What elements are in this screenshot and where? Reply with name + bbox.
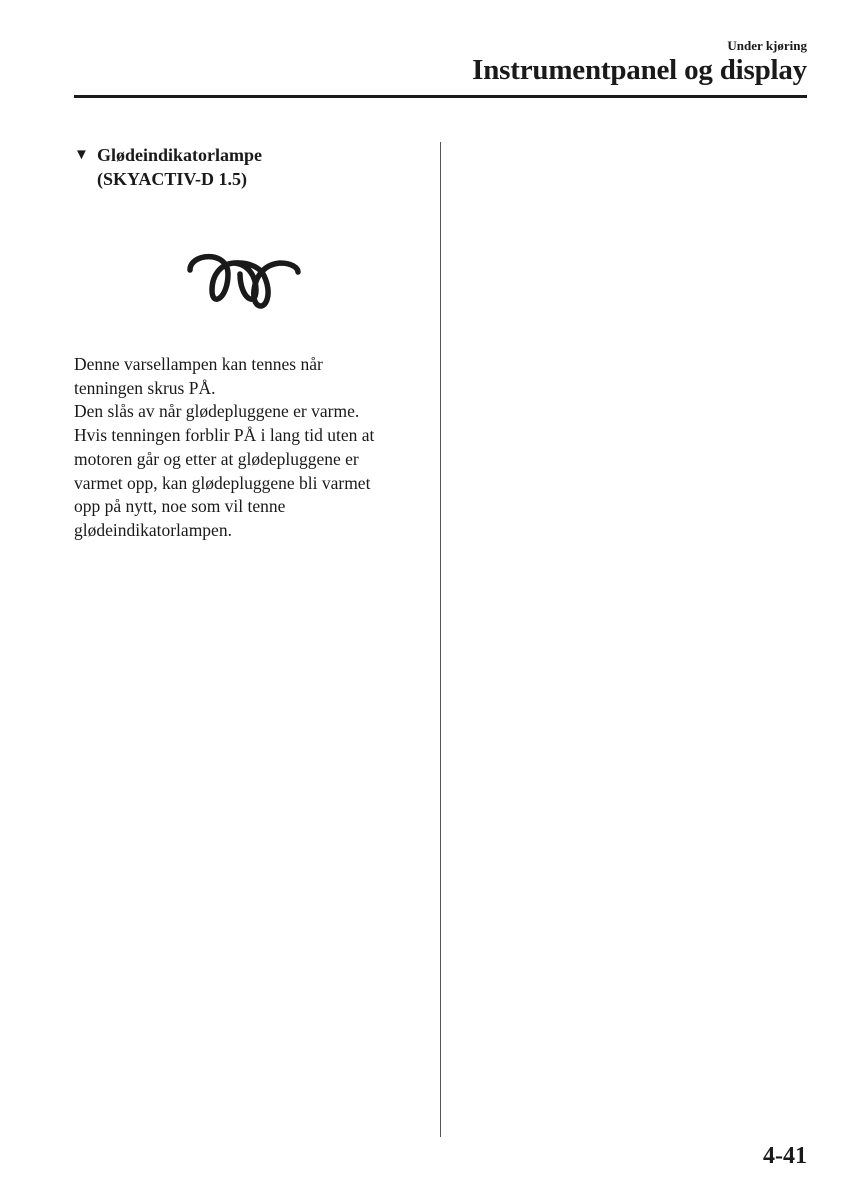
section-label: Under kjøring: [727, 38, 807, 53]
body-line: tenningen skrus PÅ.: [74, 377, 216, 398]
body-line: Denne varsellampen kan tennes når: [74, 354, 323, 374]
page-number: 4-41: [763, 1143, 807, 1169]
header-rule: [74, 95, 807, 98]
body-line: motoren går og etter at glødepluggene er: [74, 448, 359, 469]
glow-plug-indicator-icon: [186, 250, 302, 314]
body-line: Den slås av når glødepluggene er varme.: [74, 401, 360, 422]
body-text: [74, 353, 434, 543]
heading-subtitle: (SKYACTIV-D 1.5): [97, 169, 248, 189]
triangle-down-icon: ▼: [74, 147, 89, 163]
glow-plug-coil-svg: [186, 250, 302, 314]
body-line: glødeindikatorlampen.: [74, 519, 232, 540]
body-line: opp på nytt, noe som vil tenne: [74, 496, 286, 517]
heading-title: Glødeindikatorlampe: [97, 145, 263, 165]
heading-lines: [97, 143, 262, 191]
body-line: Hvis tenningen forblir PÅ i lang tid uten at: [74, 425, 375, 446]
body-line: varmet opp, kan glødepluggene bli varmet: [74, 472, 371, 493]
page-title: Instrumentpanel og display: [472, 54, 807, 86]
column-divider: [440, 142, 441, 1137]
section-heading: [74, 143, 424, 191]
